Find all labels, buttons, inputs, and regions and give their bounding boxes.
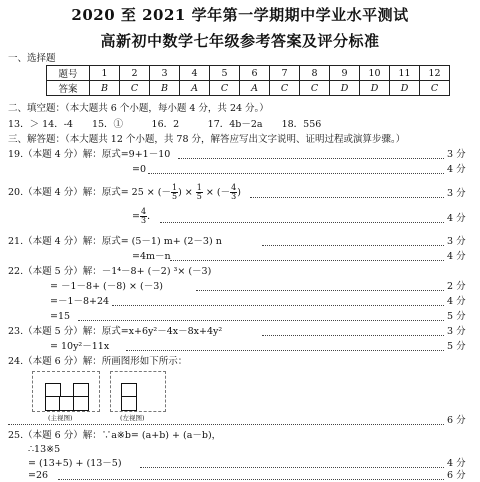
- q19-score-2: 4 分: [447, 164, 466, 175]
- leader-dots: [170, 260, 444, 261]
- q22-score-4: 5 分: [447, 311, 466, 322]
- q25-score-3: 4 分: [447, 458, 466, 469]
- number-cell: 12: [420, 66, 450, 81]
- fraction: $\frac{1}{5}$: [196, 183, 202, 201]
- q21-line1: 21.（本题 4 分）解：原式= (5－1) m+ (2－3) n: [8, 236, 222, 247]
- answer-cell: C: [120, 81, 150, 96]
- q20-score-1: 3 分: [447, 188, 466, 199]
- q23-score-2: 5 分: [447, 341, 466, 352]
- leader-dots: [178, 158, 444, 159]
- number-cell: 10: [360, 66, 390, 81]
- section2-heading: 二、填空题：（本大题共 6 个小题，每小题 4 分，共 24 分。）: [8, 103, 269, 114]
- q19-line2: =0: [132, 164, 147, 175]
- answer-cell: D: [360, 81, 390, 96]
- answer-cell: A: [180, 81, 210, 96]
- fraction: $\frac{4}{3}$: [140, 207, 147, 225]
- number-cell: 8: [300, 66, 330, 81]
- q20-line2: = $\frac{4}{3}$ ．: [132, 207, 157, 225]
- front-view-figure: [32, 371, 100, 412]
- number-cell: 7: [270, 66, 300, 81]
- q24-score: 6 分: [447, 415, 466, 426]
- header-label-cell: 题号: [47, 66, 90, 81]
- q22-line3: =－1－8+24: [50, 296, 110, 307]
- view-square: [73, 396, 89, 411]
- number-cell: 2: [120, 66, 150, 81]
- q19-line1: 19.（本题 4 分）解：原式=9+1－10: [8, 149, 171, 160]
- q20-score-2: 4 分: [447, 213, 466, 224]
- number-cell: 5: [210, 66, 240, 81]
- leader-dots: [250, 197, 444, 198]
- answer-label-cell: 答案: [47, 81, 90, 96]
- answer-cell: C: [270, 81, 300, 96]
- leader-dots: [196, 290, 444, 291]
- leader-dots: [8, 424, 444, 425]
- fraction: $\frac{4}{3}$: [231, 183, 237, 201]
- fraction: $\frac{1}{5}$: [171, 183, 178, 201]
- q21-line2: =4m－n: [132, 251, 171, 262]
- answer-cell: C: [210, 81, 240, 96]
- leader-dots: [262, 335, 444, 336]
- answer-cell: C: [420, 81, 450, 96]
- number-cell: 9: [330, 66, 360, 81]
- q25-score-4: 6 分: [447, 470, 466, 481]
- leader-dots: [126, 350, 444, 351]
- leader-dots: [262, 245, 444, 246]
- number-cell: 11: [390, 66, 420, 81]
- document-title: 2020 至 2021 学年第一学期期中学业水平测试: [71, 6, 409, 24]
- document-subtitle: 高新初中数学七年级参考答案及评分标准: [100, 32, 380, 50]
- q23-score-1: 3 分: [447, 326, 466, 337]
- number-cell: 1: [90, 66, 120, 81]
- number-cell: 4: [180, 66, 210, 81]
- q21-score-2: 4 分: [447, 251, 466, 262]
- answer-table: [46, 65, 450, 96]
- side-view-figure: [110, 371, 166, 412]
- q24-line1: 24.（本题 6 分）解：所画图形如下所示：: [8, 356, 188, 367]
- answer-table-answer-row: [47, 81, 450, 96]
- leader-dots: [148, 173, 444, 174]
- answer-cell: A: [240, 81, 270, 96]
- leader-dots: [112, 305, 444, 306]
- answer-cell: B: [150, 81, 180, 96]
- q23-line2: = 10y²－11x: [50, 341, 110, 352]
- q25-line2: ∴13※5: [28, 444, 61, 455]
- leader-dots: [78, 320, 444, 321]
- q25-line3: = (13+5) + (13－5): [28, 458, 122, 469]
- answer-cell: D: [390, 81, 420, 96]
- leader-dots: [160, 222, 444, 223]
- q25-line4: =26: [28, 470, 49, 481]
- number-cell: 6: [240, 66, 270, 81]
- q23-line1: 23.（本题 5 分）解：原式=x+6y²－4x－8x+4y²: [8, 326, 223, 337]
- q25-line1: 25.（本题 6 分）解：∵a※b= (a+b) + (a－b)，: [8, 430, 222, 441]
- q21-score-1: 3 分: [447, 236, 466, 247]
- q22-score-2: 2 分: [447, 281, 466, 292]
- number-cell: 3: [150, 66, 180, 81]
- q20-line1: 20.（本题 4 分）解：原式= 25 × (－ $\frac{1}{5}$ ) × $\frac{1}{5}$ × (－ $\frac{4}{3}$ ): [8, 183, 241, 201]
- section3-heading: 三、解答题：（本大题共 12 个小题，共 78 分，解答应写出文字说明、证明过程或演算步骤。）: [8, 134, 406, 145]
- q22-score-3: 4 分: [447, 296, 466, 307]
- answer-cell: B: [90, 81, 120, 96]
- front-view-caption: (主视图): [48, 414, 73, 422]
- answer-table-number-row: [47, 66, 450, 81]
- view-square: [121, 396, 137, 411]
- answer-cell: D: [330, 81, 360, 96]
- side-view-caption: (左视图): [120, 414, 145, 422]
- q19-score-1: 3 分: [447, 149, 466, 160]
- answer-cell: C: [300, 81, 330, 96]
- section1-heading: 一、选择题: [8, 53, 56, 64]
- leader-dots: [140, 467, 444, 468]
- fill-in-answers: 13．＞ 14．-4 15．① 16．2 17．4b－2a 18．556: [8, 119, 322, 130]
- q22-line2: = －1－8+ (－8) × (－3): [50, 281, 163, 292]
- q22-line4: =15: [50, 311, 71, 322]
- q22-line1: 22.（本题 5 分）解：－1⁴－8+ (－2) ³× (－3): [8, 266, 212, 277]
